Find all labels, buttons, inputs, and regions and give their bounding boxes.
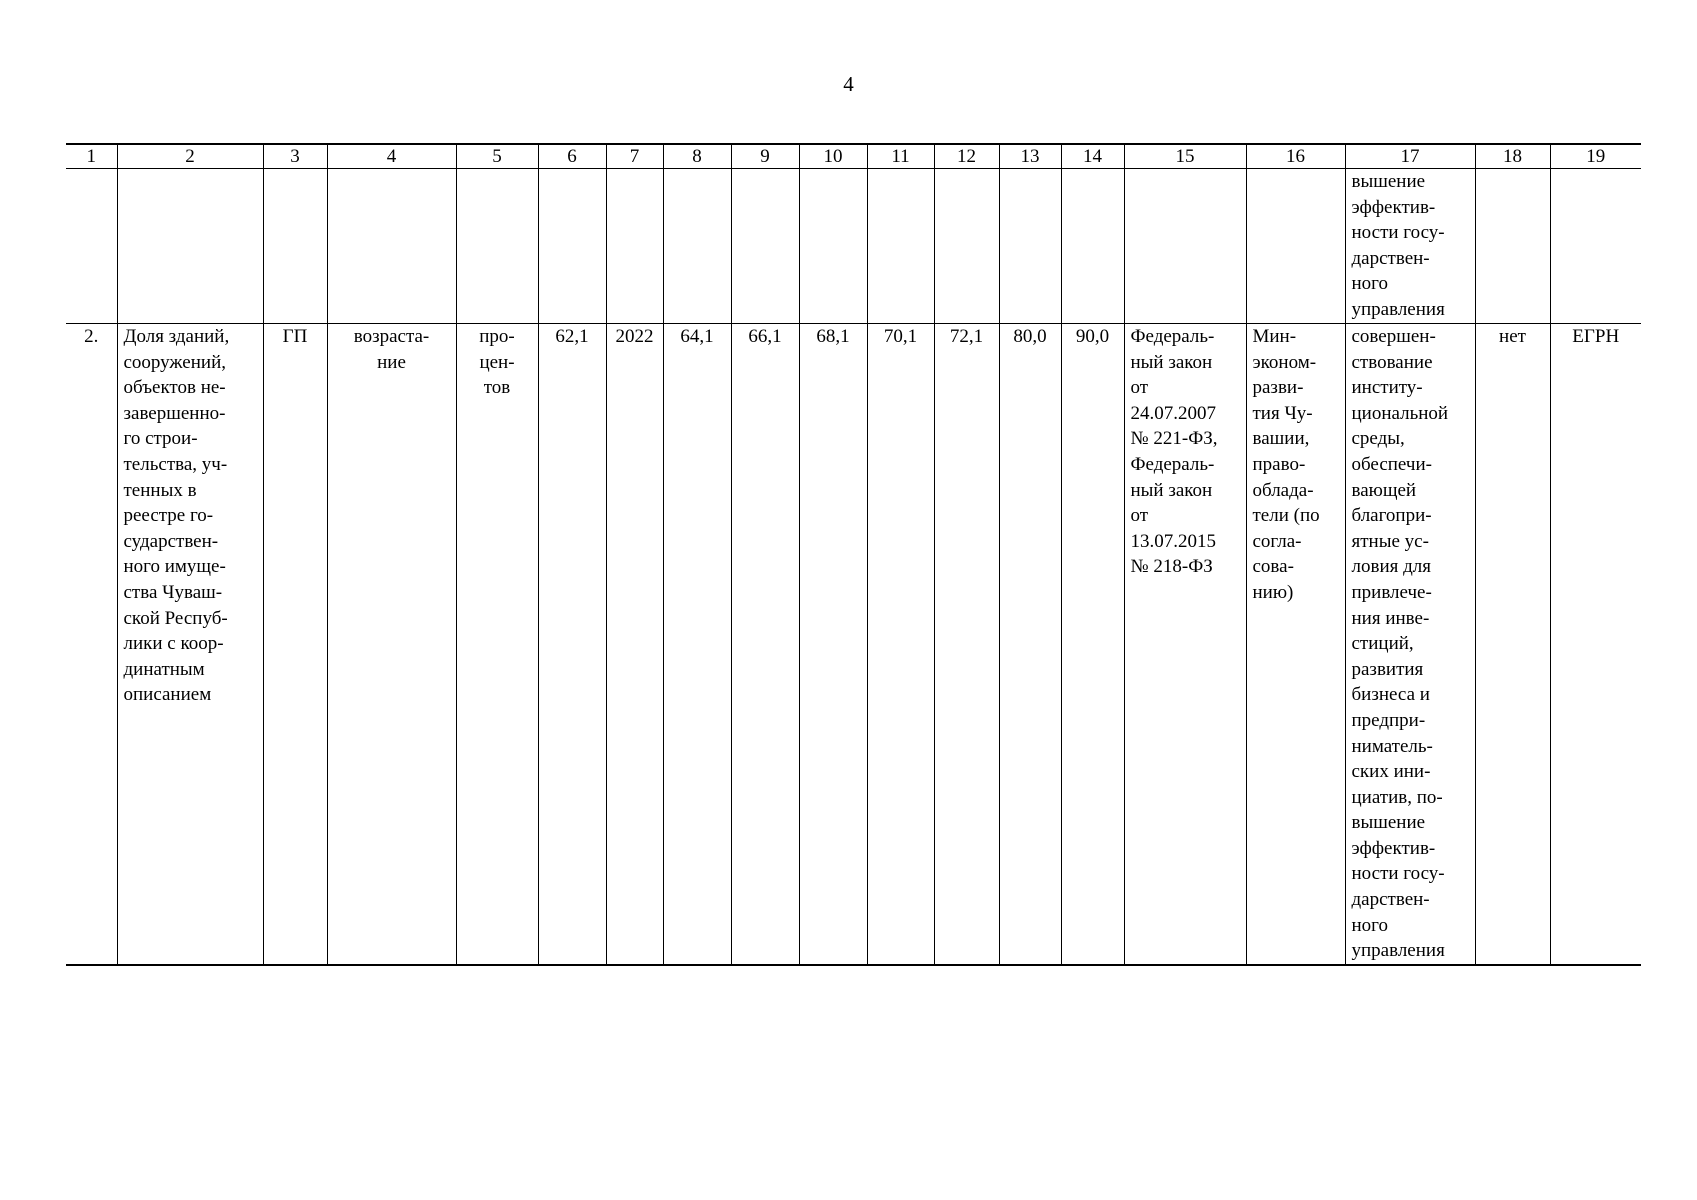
table-header-row (66, 144, 1641, 169)
value-cell: 72,1 (934, 324, 999, 966)
continuation-row (66, 169, 1641, 324)
header-cell: 2 (117, 144, 263, 169)
header-cell: 9 (731, 144, 799, 169)
col19-cell: ЕГРН (1550, 324, 1641, 966)
header-cell: 14 (1061, 144, 1124, 169)
header-cell: 18 (1475, 144, 1550, 169)
direction-cell: возраста- ние (327, 324, 456, 966)
header-cell: 19 (1550, 144, 1641, 169)
continuation-goals-cell: вышение эффектив- ности госу- дарствен- ного управления (1345, 169, 1475, 324)
header-cell: 5 (456, 144, 538, 169)
header-cell: 10 (799, 144, 867, 169)
row-number-cell: 2. (66, 324, 117, 966)
col18-cell: нет (1475, 324, 1550, 966)
value-cell: 64,1 (663, 324, 731, 966)
responsible-cell: Мин- эконом- разви- тия Чу- вашии, право- облада- тели (по согла- сова- нию) (1246, 324, 1345, 966)
documents-cell: Федераль- ный закон от 24.07.2007 № 221-ФЗ, Федераль- ный закон от 13.07.2015 № 218-ФЗ (1124, 324, 1246, 966)
base-year-cell: 2022 (606, 324, 663, 966)
header-cell: 15 (1124, 144, 1246, 169)
header-cell: 11 (867, 144, 934, 169)
header-cell: 12 (934, 144, 999, 169)
header-cell: 1 (66, 144, 117, 169)
value-cell: 80,0 (999, 324, 1061, 966)
goals-cell: совершен- ствование институ- циональной среды, обеспечи- вающей благопри- ятные ус- ловия для привлече- ния инве- стиций, развития бизнеса и предпри- ниматель- ских ини- циатив, по- вышение эффектив- ности госу- дарствен- ного управления (1345, 324, 1475, 966)
base-value-cell: 62,1 (538, 324, 606, 966)
header-cell: 6 (538, 144, 606, 169)
page-number: 4 (843, 72, 854, 96)
value-cell: 90,0 (1061, 324, 1124, 966)
header-cell: 7 (606, 144, 663, 169)
header-cell: 4 (327, 144, 456, 169)
unit-cell: про- цен- тов (456, 324, 538, 966)
value-cell: 66,1 (731, 324, 799, 966)
indicator-name-cell: Доля зданий, сооружений, объектов не- завершенно- го строи- тельства, уч- тенных в реестре го- сударствен- ного имуще- ства Чуваш- ской Респуб- лики с коор- динатным описанием (117, 324, 263, 966)
indicator-type-cell: ГП (263, 324, 327, 966)
value-cell: 70,1 (867, 324, 934, 966)
table-row (66, 324, 1641, 966)
header-cell: 3 (263, 144, 327, 169)
header-cell: 17 (1345, 144, 1475, 169)
header-cell: 8 (663, 144, 731, 169)
indicators-table (66, 143, 1641, 966)
value-cell: 68,1 (799, 324, 867, 966)
header-cell: 16 (1246, 144, 1345, 169)
header-cell: 13 (999, 144, 1061, 169)
